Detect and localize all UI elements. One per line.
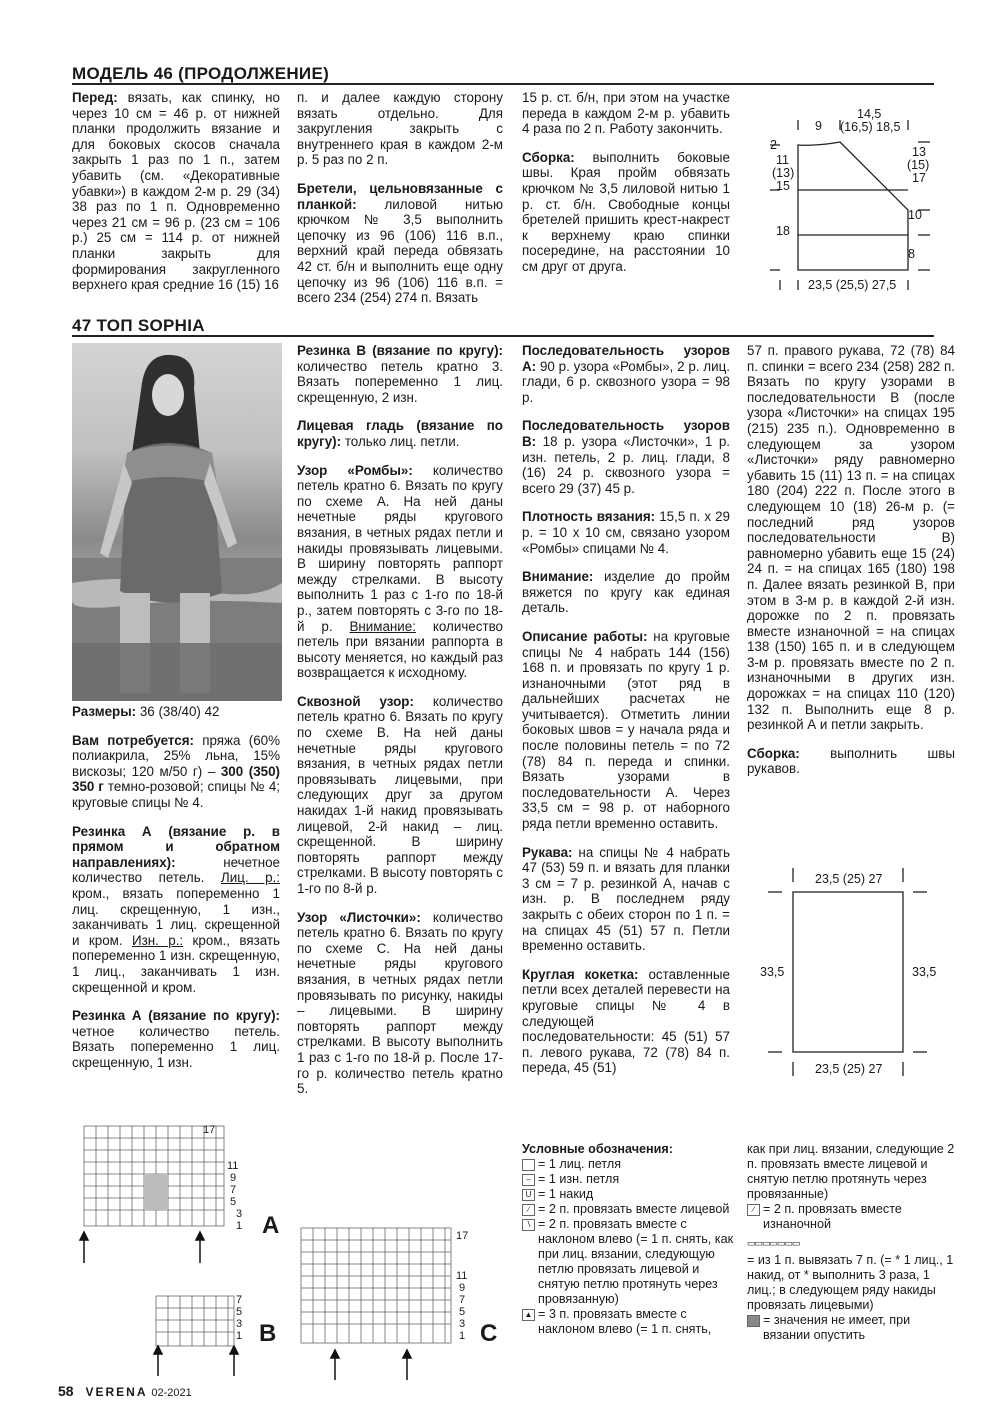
- lace-heading: Сквозной узор:: [297, 693, 414, 709]
- col2-text: п. и далее каждую сторону вязать отдельно. Для закругления закрыть с внутреннего края в каждом 2-м р. 5 раз по 2 п.: [297, 90, 503, 168]
- chart-c-label: C: [480, 1320, 498, 1347]
- legend-text: = 2 п. провязать вместе изнаночной: [763, 1202, 902, 1231]
- gauge-heading: Плотность вязания:: [522, 509, 656, 525]
- straps-text: лиловой нитью крючком № 3,5 выполнить цепочку из 96 (106) 116 в.п., верхний край переда обвязать 42 ст. б/н и выполнить еще одну цепочку из 96 (106) 116 в.п. = всего 234 (254) 274 п. Вязать: [297, 196, 503, 306]
- yoke-text: оставленные петли всех деталей перевести на круговые спицы № 4 в следующей последовательности: 45 (51) 57 п. левого рукава, 72 (78) 84 п. переда, 45 (51): [522, 966, 730, 1076]
- diamonds-heading: Узор «Ромбы»:: [297, 462, 413, 478]
- sizes-heading: Размеры:: [72, 704, 137, 719]
- assembly47-text: выполнить швы рукавов.: [747, 745, 955, 777]
- legend-row: [522, 1187, 737, 1202]
- model47-column-3: [522, 343, 730, 1089]
- description-heading: Описание работы:: [522, 628, 648, 644]
- model46-column-2: [297, 90, 503, 319]
- diamonds-attention: Внимание:: [349, 618, 416, 634]
- sleeves-text: на спицы № 4 набрать 47 (53) 59 п. и вязать для планки 3 см = 7 р. резинкой А, начав с изн. р. В последнем ряду закрыть с обеих сторон по 1 п. = на спицах 45 (51) 57 п. Петли временно оставить.: [522, 844, 730, 954]
- chart-b-row-7: 7: [236, 1294, 243, 1306]
- increase-7-icon: ▭▭▭▭▭▭▭: [747, 1238, 800, 1248]
- model47-column-4: [747, 343, 955, 790]
- seq-a-text: 90 р. узора «Ромбы», 2 р. лиц. глади, 6 р. сквозного узора = 98 р.: [522, 358, 730, 405]
- chart-a-row-11: 11: [227, 1160, 239, 1172]
- legend-text: = 1 лиц. петля: [538, 1157, 622, 1171]
- dim-top-a: 14,5: [857, 107, 882, 121]
- legend-text: = 1 изн. петля: [538, 1172, 620, 1186]
- legend-row: [522, 1217, 737, 1307]
- legend-row: [522, 1157, 737, 1172]
- legend-text: = 3 п. провязать вместе с наклоном влево (= 1 п. снять,: [538, 1307, 712, 1336]
- schema47-left: 33,5: [760, 965, 785, 979]
- purl-icon: –: [522, 1174, 535, 1186]
- rib-a-face-label: Лиц. р.:: [220, 870, 280, 886]
- legend-text: = значения не имеет, при вязании опустить: [763, 1313, 911, 1342]
- legend-row: [522, 1202, 737, 1217]
- rib-a-round-text: четное количество петель. Вязать попеременно 1 лиц. скрещенную, 1 изн.: [72, 1023, 280, 1070]
- dim-11: 11: [776, 153, 789, 167]
- legend-text: = 2 п. провязать вместе лицевой: [538, 1202, 730, 1216]
- dim-18: 18: [776, 224, 790, 238]
- warning-heading: Внимание:: [522, 569, 594, 585]
- dim-r17: 17: [912, 171, 926, 185]
- chart-c-row-9: 9: [459, 1282, 466, 1294]
- dim-2: 2: [770, 138, 777, 152]
- magazine-name: VERENA: [85, 1385, 148, 1399]
- legend-title: Условные обозначения:: [522, 1142, 673, 1156]
- yoke-heading: Круглая кокетка:: [522, 966, 639, 982]
- chart-c-row-11: 11: [456, 1270, 468, 1282]
- chart-a-label: A: [262, 1212, 280, 1239]
- leaves-heading: Узор «Листочки»:: [297, 909, 421, 925]
- front-text: вязать, как спинку, но через 10 см = 46 р. от нижней планки продолжить вязание и для боковых скосов сначала закрыть 1 раз по 1 п., затем убавить (см. «Декоративные убавки») в каждом 2-м р. 29 (34) 38 раз по 1 п. Одновременно через 21 см = 96 р. (23 см = 106 р.) 25 см = 114 р. от нижней планки закрыть для формирования закругленного верхнего края средние 16 (15) 16: [72, 90, 280, 293]
- schema47-top: 23,5 (25) 27: [815, 872, 883, 886]
- assembly-heading: Сборка:: [522, 149, 575, 165]
- chart-c-row-17: 17: [456, 1230, 469, 1242]
- yarn-over-icon: U: [522, 1189, 535, 1201]
- legend-text: = 1 накид: [538, 1187, 594, 1201]
- warning-text: изделие до пройм вяжется по кругу как единая деталь.: [522, 569, 730, 616]
- assembly47-heading: Сборка:: [747, 745, 800, 761]
- chart-c-row-1: 1: [459, 1330, 466, 1342]
- divider: [72, 83, 934, 85]
- stockinette-text: только лиц. петли.: [341, 433, 460, 449]
- description-text: на круговые спицы № 4 набрать 144 (156) 168 п. и провязать по кругу 1 р. изнаночными (этот ряд в дальнейших расчетах не учитывается). Отметить линии боковых швов = у начала ряда и после половины петель = по 72 (78) 84 п. переда и спинки. Вязать узорами в последовательности А. Через 33,5 см = 98 р. от наборного ряда петли временно оставить.: [522, 628, 730, 832]
- page-number: 58: [58, 1383, 74, 1399]
- seq-b-heading: Последовательность узоров В:: [522, 418, 730, 449]
- seq-b-text: 18 р. узора «Листочки», 1 р. изн. петель, 2 р. лиц. глади, 8 (16) 24 р. сквозного узора = всего 29 (37) 45 р.: [522, 433, 730, 496]
- model46-title: МОДЕЛЬ 46 (ПРОДОЛЖЕНИЕ): [72, 64, 330, 83]
- k2tog-icon: ∕: [522, 1204, 535, 1216]
- p2tog-icon: ∕: [747, 1204, 760, 1216]
- chart-a-row-1: 1: [236, 1220, 243, 1232]
- dim-r10: 10: [908, 208, 922, 222]
- legend-right: [747, 1142, 957, 1343]
- seq-a-heading: Последовательность узоров А:: [522, 343, 730, 374]
- dim-bottom: 23,5 (25,5) 27,5: [808, 278, 897, 292]
- dim-r8: 8: [908, 247, 915, 261]
- dim-top-b: (16,5) 18,5: [840, 120, 901, 134]
- model47-title: 47 ТОП SOPHIA: [72, 316, 205, 335]
- chart-a-row-5: 5: [230, 1196, 237, 1208]
- legend-text: как при лиц. вязании, следующие 2 п. провязать вместе лицевой и снятую петлю протянуть через провязанные): [747, 1142, 955, 1201]
- diamonds-text: количество петель кратно 6. Вязать по кругу по схеме А. На ней даны нечетные ряды кругового вязания, в четных рядах петли и накиды провязывать лицевыми. В ширину повторять раппорт между стрелками. В высоту выполнить 1 раз с 1-го по 18-й р., затем повторять с 3-го по 18-й р.: [297, 462, 503, 634]
- chart-a-grid: [70, 1118, 270, 1268]
- chart-a-row-7: 7: [230, 1184, 237, 1196]
- knit-icon: [522, 1159, 535, 1171]
- rib-a-heading: Резинка А (вязание р. в прямом и обратном направлениях):: [72, 823, 280, 870]
- dim-r13: 13: [912, 145, 926, 159]
- issue-number: 02-2021: [151, 1387, 192, 1399]
- legend-text: = из 1 п. вывязать 7 п. (= * 1 лиц., 1 накид, от * выполнить 3 раза, 1 лиц.; в следующем ряду накиды провязать лицевыми): [747, 1253, 954, 1312]
- chart-c-row-7: 7: [459, 1294, 466, 1306]
- sizes-text: 36 (38/40) 42: [136, 704, 220, 719]
- col3-text: 15 р. ст. б/н, при этом на участке переда в каждом 2-м р. убавить 4 раза по 2 п. Работу закончить.: [522, 90, 730, 137]
- chart-a-row-17: 17: [203, 1124, 216, 1136]
- gauge-text: 15,5 п. х 29 р. = 10 х 10 см, связано узором «Ромбы» спицами № 4.: [522, 509, 730, 556]
- materials-heading: Вам потребуется:: [72, 732, 194, 748]
- materials-text: пряжа (60% полиакрила, 25% льна, 15% вискозы; 120 м/50 г) –: [72, 732, 280, 779]
- chart-b-row-1: 1: [236, 1330, 243, 1342]
- model46-column-1: [72, 90, 280, 306]
- page-footer: [58, 1383, 192, 1399]
- lace-text: количество петель кратно 6. Вязать по кругу по схеме В. На ней даны нечетные ряды кругового вязания, в четных рядах петли провязывать лицевыми, при следующих друг за другом накидах 1-й накид провязывать лицевой, 2-й накид – лиц. скрещенной. В ширину повторять раппорт между стрелками. В высоту повторять с 1-го по 8-й р.: [297, 693, 503, 896]
- leaves-text: количество петель кратно 6. Вязать по кругу по схеме С. На ней даны нечетные ряды кругового вязания, в четных рядах петли провязывать по рисунку, накиды – лицевыми. В ширину повторять раппорт между стрелками. В высоту выполнить 1 раз с 1-го по 18-й р. После 17-го р. количество петель кратно 5.: [297, 909, 503, 1097]
- chart-b-row-3: 3: [236, 1318, 243, 1330]
- model47-column-1: [72, 704, 280, 1083]
- model-photo: [72, 343, 282, 701]
- legend-row: [522, 1172, 737, 1187]
- legend-row: [747, 1313, 957, 1343]
- no-stitch-icon: [747, 1315, 760, 1327]
- rib-a-round-heading: Резинка А (вязание по кругу):: [72, 1008, 280, 1024]
- chart-c-row-5: 5: [459, 1306, 466, 1318]
- rib-a-text-2: кром., вязать попеременно 1 лиц. скрещенную, 1 изн., заканчивать 1 лиц. скрещенной и кром.: [72, 885, 280, 948]
- schema47-bottom: 23,5 (25) 27: [815, 1062, 883, 1076]
- rib-b-heading: Резинка В (вязание по кругу):: [297, 343, 503, 358]
- yoke-continued-text: 57 п. правого рукава, 72 (78) 84 п. спинки = всего 234 (258) 282 п. Вязать по кругу узорами в последовательности В (после узора «Листочки» на спицах 195 (215) 235 п.). Одновременно в следующем за узором «Листочки» ряду равномерно убавить 15 (11) 13 п. = на спицах 180 (204) 222 п. После этого в следующем 10 (18) 26-м р. (= последний ряд узоров последовательности В) равномерно убавить еще 15 (24) 24 п. = на спицах 165 (180) 198 п. Далее вязать резинкой В, при этом в 3-м р. в каждой 2-й изн. дорожке по 2 п. провязать вместе изнаночной = на спицах 138 (150) 165 п. и в следующем 3-м р. провязать вместе по 2 п. изнаночными в других изн. дорожках = на спицах 110 (120) 132 п. Выполнить еще 8 р. резинкой А и петли закрыть.: [747, 343, 955, 733]
- dim-13: (13): [772, 166, 795, 180]
- sk2p-icon: ▲: [522, 1309, 535, 1321]
- chart-b-grid: [150, 1290, 250, 1380]
- model-photo-art: [72, 343, 282, 701]
- dim-r15: (15): [907, 158, 930, 172]
- dim-15: 15: [776, 179, 790, 193]
- divider: [72, 335, 934, 337]
- materials-amount: 300 (350) 350 г: [72, 763, 280, 795]
- chart-c-grid: [295, 1222, 460, 1382]
- model47-column-2: [297, 343, 503, 1110]
- model46-column-3: [522, 90, 730, 288]
- rib-b-text: количество петель кратно 3. Вязать попеременно 1 лиц. скрещенную, 2 изн.: [297, 358, 503, 405]
- schema47-right: 33,5: [912, 965, 937, 979]
- chart-a-row-9: 9: [230, 1172, 237, 1184]
- rib-a-text: нечетное количество петель.: [72, 854, 280, 886]
- legend-text: = 2 п. провязать вместе с наклоном влево (= 1 п. снять, как при лиц. вязании, следующую петлю провязать лицевой и снятую петлю протянуть через провязанную): [538, 1217, 734, 1306]
- rib-a-text-3: кром., вязать попеременно 1 изн. скрещенную, 1 лиц., заканчивать 1 изн. скрещенной и кром.: [72, 932, 280, 995]
- ssk-icon: ∖: [522, 1219, 535, 1231]
- assembly-text: выполнить боковые швы. Края пройм обвязать крючком № 3,5 лиловой нитью 1 р. ст. б/н. Свободные концы бретелей пришить крест-накрест к верхнему краю спинки посередине, на расстоянии 10 см друг от друга.: [522, 149, 730, 274]
- legend-row: [747, 1202, 957, 1232]
- sleeves-heading: Рукава:: [522, 844, 573, 860]
- chart-a-row-3: 3: [236, 1208, 243, 1220]
- dim-left-top: 9: [815, 119, 822, 133]
- front-heading: Перед:: [72, 90, 118, 105]
- rib-a-back-label: Изн. р.:: [131, 932, 184, 948]
- legend-left: [522, 1142, 737, 1337]
- diamonds-text-2: количество петель при вязании раппорта в высоту меняется, но каждый раз возвращается к исходному.: [297, 618, 503, 681]
- straps-heading: Бретели, цельновязанные с планкой:: [297, 180, 503, 212]
- legend-row: [522, 1307, 737, 1337]
- chart-c-row-3: 3: [459, 1318, 466, 1330]
- chart-b-row-5: 5: [236, 1306, 243, 1318]
- chart-b-label: B: [259, 1320, 277, 1347]
- stockinette-heading: Лицевая гладь (вязание по кругу):: [297, 418, 503, 449]
- materials-text-2: темно-розовой; спицы № 4; круговые спицы № 4.: [72, 779, 280, 810]
